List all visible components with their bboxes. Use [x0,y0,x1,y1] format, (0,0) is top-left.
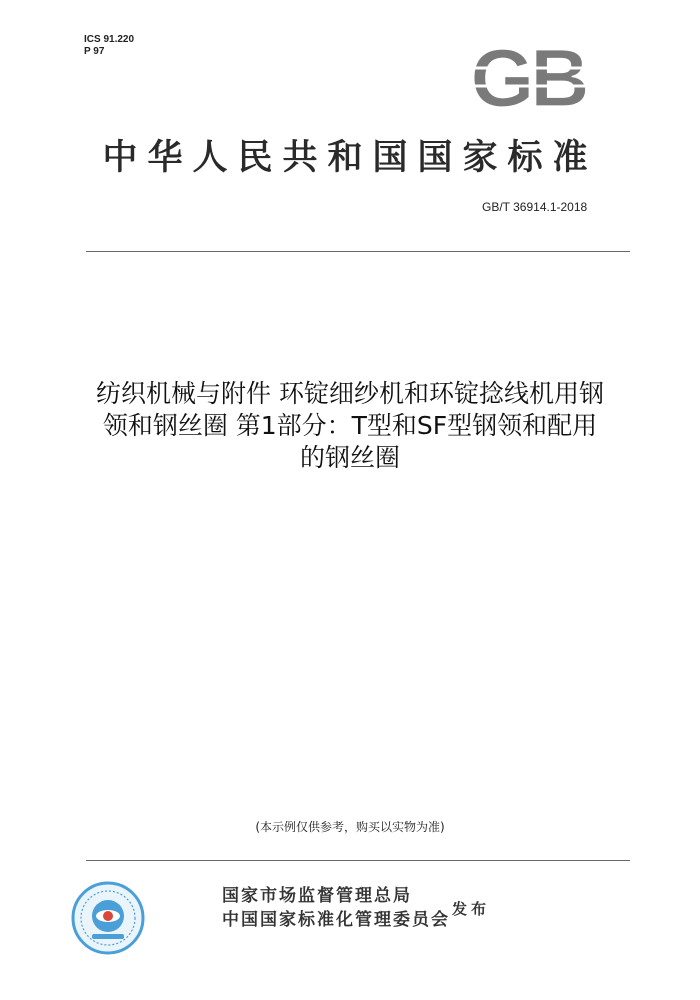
category-code: P 97 [84,46,105,57]
issuing-bodies [222,884,450,932]
certification-seal-icon [70,880,146,956]
issuing-authority-heading: 中华人民共和国国家标准 [102,137,598,178]
issue-label: 发布 [452,900,491,918]
gb-logo [458,38,598,116]
issuer-sac: 中国国家标准化管理委员会 [222,910,450,930]
standard-title [30,378,670,474]
standard-number: GB/T 36914.1-2018 [482,200,588,214]
gb-logo-text: GB [470,38,586,116]
ics-code: ICS 91.220 [84,34,135,45]
sample-disclaimer: (本示例仅供参考，购买以实物为准) [255,820,445,834]
title-line-3: 的钢丝圈 [299,443,400,472]
top-divider [86,251,630,252]
bottom-divider [86,860,630,861]
title-line-2: 领和钢丝圈 第1部分：T型和SF型钢领和配用 [102,411,598,440]
title-line-1: 纺织机械与附件 环锭细纱机和环锭捻线机用钢 [96,379,604,408]
classification-codes [84,34,134,58]
issuer-samr: 国家市场监督管理总局 [222,886,412,906]
